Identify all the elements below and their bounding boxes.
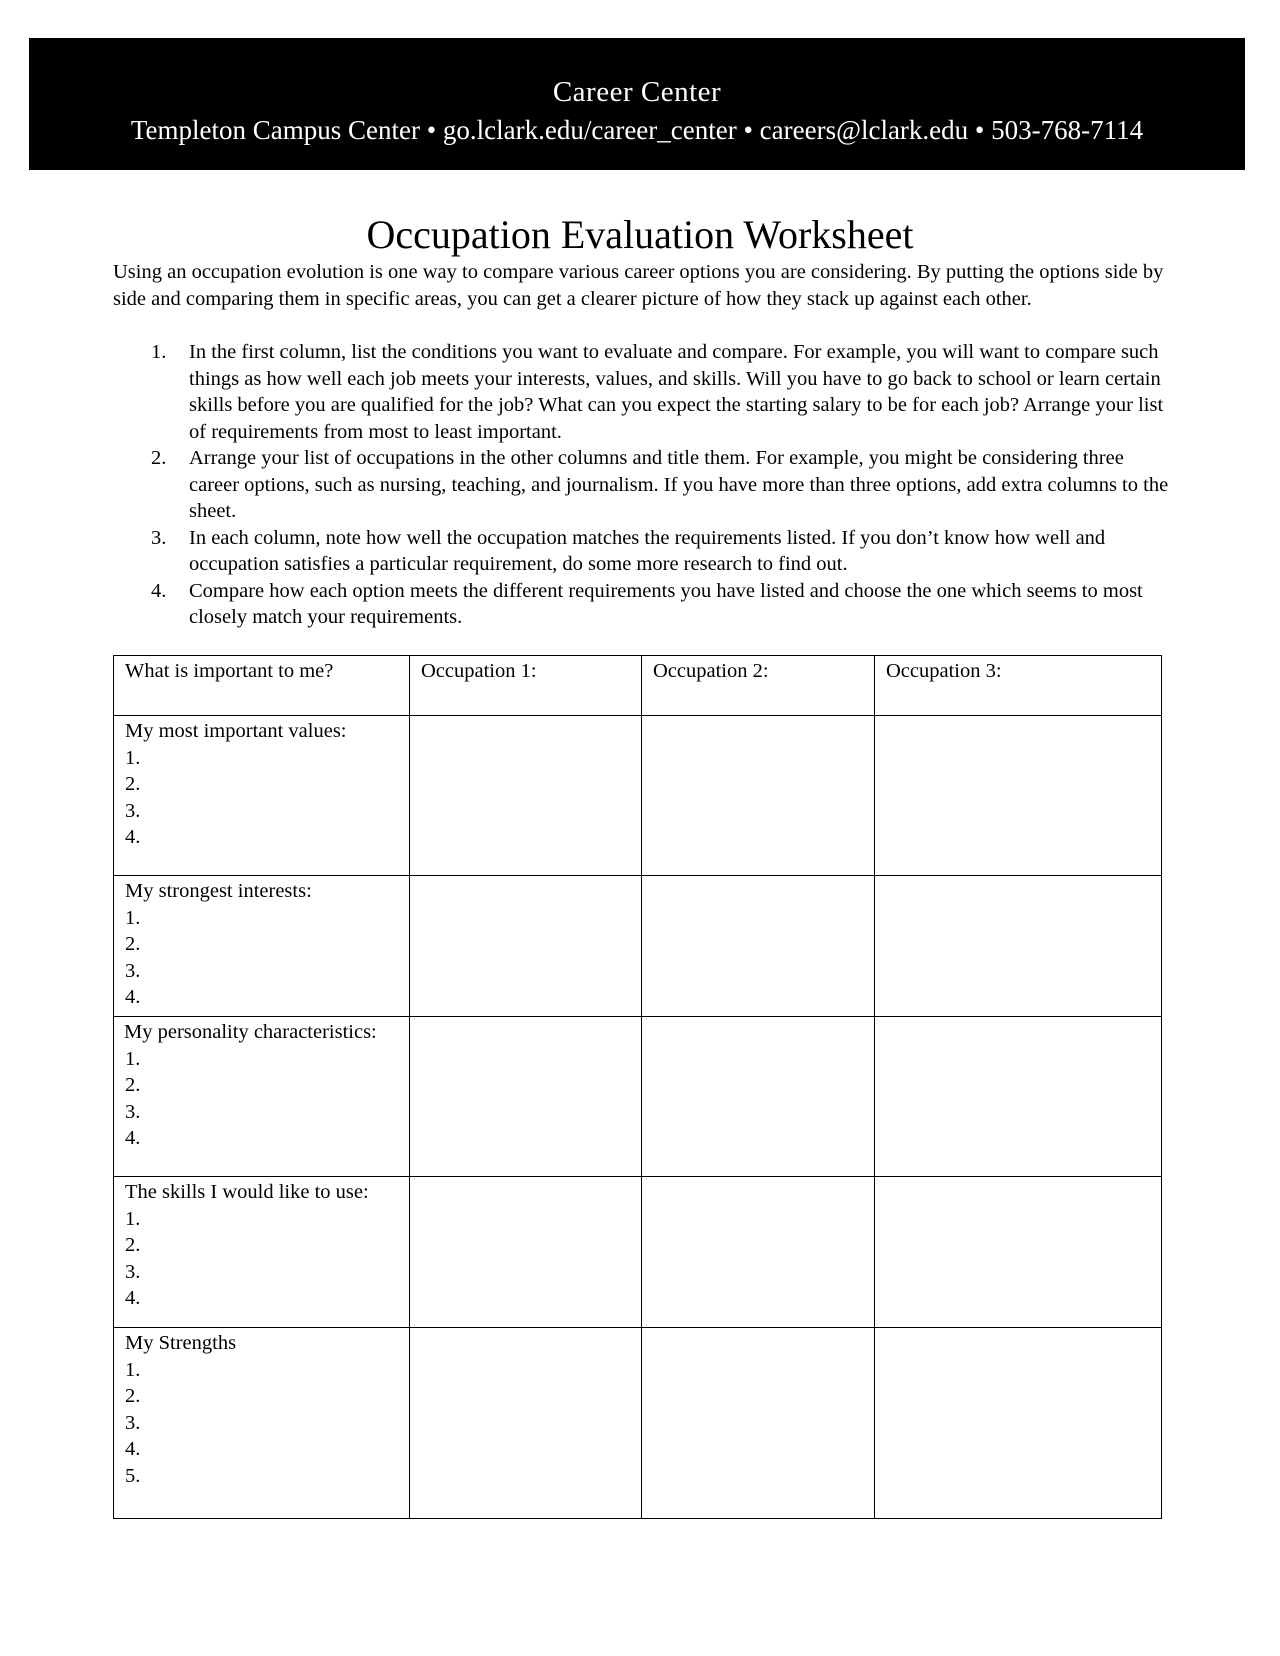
occupation-2-cell[interactable] xyxy=(642,1177,875,1328)
instruction-number: 2. xyxy=(151,447,167,469)
header-cell-requirements: What is important to me? xyxy=(114,656,410,716)
row-label: My personality characteristics: xyxy=(124,1021,377,1043)
instruction-number: 3. xyxy=(151,526,167,549)
list-item: 4. xyxy=(125,1438,141,1460)
table-row xyxy=(114,1177,1162,1328)
occupation-2-cell[interactable] xyxy=(642,1017,875,1177)
occupation-3-cell[interactable] xyxy=(875,876,1162,1017)
list-item: 2. xyxy=(125,1385,141,1407)
table-row xyxy=(114,1017,1162,1177)
row-label: The skills I would like to use: xyxy=(125,1181,369,1203)
instruction-text: Arrange your list of occupations in the other columns and title them. For example, you might be considering three career options, such as nursing, teaching, and journalism. If you have more than three options, add extra columns to the sheet. xyxy=(189,447,1169,522)
row-label-cell xyxy=(114,716,410,876)
document-title: Occupation Evaluation Worksheet xyxy=(366,212,914,257)
row-label-cell xyxy=(114,1017,410,1177)
row-label-cell xyxy=(114,1328,410,1519)
occupation-1-cell[interactable] xyxy=(410,1017,642,1177)
table-row xyxy=(114,876,1162,1017)
list-item: 1. xyxy=(125,746,141,769)
occupation-1-cell[interactable] xyxy=(410,1177,642,1328)
occupation-2-cell[interactable] xyxy=(642,716,875,876)
occupation-3-cell[interactable] xyxy=(875,1328,1162,1519)
occupation-2-cell[interactable] xyxy=(642,1328,875,1519)
header-title: Career Center xyxy=(552,76,722,108)
list-item: 2. xyxy=(125,773,141,795)
table-header-row xyxy=(114,656,1162,716)
list-item: 2. xyxy=(125,933,141,955)
list-item: 4. xyxy=(125,826,141,848)
instruction-text: Compare how each option meets the different requirements you have listed and choose the one which seems to most closely match your requirements. xyxy=(189,579,1143,628)
instruction-text: In the first column, list the conditions you want to evaluate and compare. For example, you will want to compare such things as how well each job meets your interests, values, and skills. Will you have to go back to school or learn certain skills before you are qualified for the job? What can you expect the starting salary to be for each job? Arrange your list of requirements from most to least important. xyxy=(189,341,1164,443)
list-item: 4. xyxy=(125,986,141,1008)
item-list xyxy=(125,745,399,851)
occupation-1-cell[interactable] xyxy=(410,876,642,1017)
list-item: 4. xyxy=(125,1287,141,1309)
instruction-item xyxy=(113,339,1173,445)
instruction-item xyxy=(113,525,1173,578)
instruction-item xyxy=(113,578,1173,631)
row-label: My strongest interests: xyxy=(125,880,312,902)
table-row xyxy=(114,1328,1162,1519)
header-cell-occupation-1[interactable]: Occupation 1: xyxy=(410,656,642,716)
occupation-3-cell[interactable] xyxy=(875,716,1162,876)
instruction-number: 4. xyxy=(151,579,167,602)
list-item: 3. xyxy=(125,1100,141,1123)
instruction-text: In each column, note how well the occupation matches the requirements listed. If you don’t know how well and occupation satisfies a particular requirement, do some more research to find out. xyxy=(189,526,1106,575)
occupation-2-cell[interactable] xyxy=(642,876,875,1017)
item-list xyxy=(125,905,399,1011)
instruction-list xyxy=(113,339,1173,631)
list-item: 3. xyxy=(125,959,141,982)
table-row xyxy=(114,716,1162,876)
list-item: 3. xyxy=(125,799,141,822)
list-item: 3. xyxy=(125,1260,141,1283)
header-contact-line: Templeton Campus Center • go.lclark.edu/career_center • careers@lclark.edu • 503-768-7114 xyxy=(130,115,1144,145)
instruction-item xyxy=(113,445,1173,525)
row-label: My Strengths xyxy=(125,1332,237,1354)
instruction-number: 1. xyxy=(151,341,167,363)
list-item: 3. xyxy=(125,1411,141,1434)
occupation-3-cell[interactable] xyxy=(875,1177,1162,1328)
evaluation-table xyxy=(113,655,1162,1519)
list-item: 1. xyxy=(125,1358,141,1381)
item-list xyxy=(125,1357,399,1490)
occupation-1-cell[interactable] xyxy=(410,1328,642,1519)
list-item: 4. xyxy=(125,1127,141,1149)
row-label-cell xyxy=(114,876,410,1017)
item-list xyxy=(125,1206,399,1312)
list-item: 1. xyxy=(125,906,141,929)
intro-paragraph: Using an occupation evolution is one way to compare various career options you are considering. By putting the options side by side and comparing them in specific areas, you can get a clearer picture of how they stack up against each other. xyxy=(113,261,1164,310)
list-item: 1. xyxy=(125,1047,141,1070)
row-label: My most important values: xyxy=(125,720,347,742)
header-banner xyxy=(29,38,1245,170)
list-item: 2. xyxy=(125,1074,141,1096)
item-list xyxy=(125,1046,399,1152)
list-item: 5. xyxy=(125,1464,141,1487)
occupation-3-cell[interactable] xyxy=(875,1017,1162,1177)
list-item: 2. xyxy=(125,1234,141,1256)
header-cell-occupation-2[interactable]: Occupation 2: xyxy=(642,656,875,716)
header-cell-occupation-3[interactable]: Occupation 3: xyxy=(875,656,1162,716)
row-label-cell xyxy=(114,1177,410,1328)
list-item: 1. xyxy=(125,1207,141,1230)
occupation-1-cell[interactable] xyxy=(410,716,642,876)
